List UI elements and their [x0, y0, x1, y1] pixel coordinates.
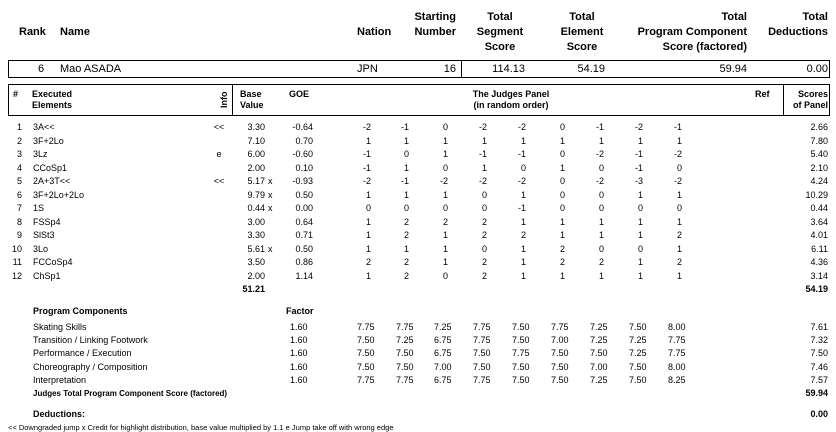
component-name: Skating Skills	[33, 322, 87, 332]
judge-score: -3	[634, 176, 643, 186]
judge-score: 0	[442, 122, 448, 132]
component-judge-score: 7.75	[396, 322, 414, 332]
judge-score: 2	[403, 216, 409, 227]
judge-score: 1	[403, 135, 409, 146]
element-base-value: 5.61	[247, 243, 265, 254]
judge-score: -2	[362, 176, 371, 186]
judge-score: -1	[634, 162, 643, 173]
nation-header: Nation	[357, 26, 392, 38]
col-executed-1: Executed	[32, 89, 73, 99]
judge-score: 2	[520, 230, 526, 240]
judge-score: 1	[365, 216, 371, 227]
element-base-value: 3.30	[247, 122, 265, 132]
element-header-1: Total	[569, 11, 595, 23]
element-number: 12	[11, 270, 22, 281]
judge-score: 0	[637, 243, 643, 254]
judge-score: -2	[478, 122, 487, 132]
element-panel-score: 0.44	[810, 203, 828, 213]
judge-score: 1	[403, 243, 409, 254]
element-number: 9	[16, 230, 22, 240]
judge-score: -2	[517, 176, 526, 186]
judge-score: 1	[365, 230, 371, 240]
skater-element-score: 54.19	[577, 63, 605, 75]
element-panel-score: 4.01	[810, 230, 828, 240]
judge-score: 1	[598, 270, 604, 281]
judge-score: 1	[442, 230, 448, 240]
footnote: << Downgraded jump x Credit for highlight distribution, base value multiplied by 1.1 e Jump take off with wrong edge	[8, 423, 394, 432]
component-judge-score: 7.25	[629, 348, 647, 359]
element-base-value: 0.44	[247, 203, 265, 213]
element-panel-score: 10.29	[805, 189, 828, 200]
element-base-value: 3.30	[247, 230, 265, 240]
element-base-value: 2.00	[247, 162, 265, 173]
judge-score: 1	[559, 162, 565, 173]
judge-score: 1	[676, 189, 682, 200]
judge-score: 1	[442, 189, 448, 200]
judge-score: 1	[637, 230, 643, 240]
judge-score: -1	[517, 203, 526, 213]
judge-score: 0	[403, 203, 409, 213]
judge-score: 1	[637, 270, 643, 281]
judge-score: -2	[595, 149, 604, 159]
judge-score: 1	[637, 135, 643, 146]
element-panel-score: 5.40	[810, 149, 828, 159]
judge-score: 0	[598, 162, 604, 173]
judge-score: 0	[676, 203, 682, 213]
element-goe: 0.10	[295, 162, 313, 173]
judge-score: 0	[559, 149, 565, 159]
element-info: <<	[213, 122, 225, 132]
component-judge-score: 7.50	[473, 361, 491, 372]
deductions-header-2: Deductions	[768, 26, 828, 38]
component-judge-score: 8.00	[668, 361, 686, 372]
component-judge-score: 6.75	[434, 348, 452, 359]
judge-score: -1	[634, 149, 643, 159]
pc-total-label: Judges Total Program Component Score (factored)	[33, 389, 228, 398]
judge-score: -1	[517, 149, 526, 159]
judge-score: 1	[598, 230, 604, 240]
element-goe: 0.86	[295, 257, 313, 267]
component-judge-score: 7.50	[629, 322, 647, 332]
component-judge-score: 7.25	[590, 335, 608, 346]
judge-score: 0	[676, 162, 682, 173]
judge-score: 1	[365, 135, 371, 146]
judge-score: 0	[559, 176, 565, 186]
col-ref: Ref	[755, 89, 770, 99]
judge-score: 0	[365, 203, 371, 213]
col-info: Info	[219, 91, 229, 108]
element-code: SlSt3	[33, 230, 55, 240]
component-factor: 1.60	[290, 335, 308, 346]
judge-score: 2	[559, 257, 565, 267]
name-header: Name	[60, 26, 90, 38]
element-code: 3F+2Lo	[33, 135, 64, 146]
judge-score: 2	[481, 230, 487, 240]
component-judge-score: 7.75	[396, 374, 414, 385]
judge-score: 0	[559, 122, 565, 132]
judge-score: -2	[478, 176, 487, 186]
element-info: e	[216, 149, 222, 159]
judge-score: 2	[598, 257, 604, 267]
element-panel-score: 7.80	[810, 135, 828, 146]
judge-score: 1	[676, 243, 682, 254]
col-goe: GOE	[289, 89, 310, 99]
element-panel-score: 4.36	[810, 257, 828, 267]
col-scores-1: Scores	[797, 89, 828, 99]
judge-score: 1	[676, 270, 682, 281]
col-base-1: Base	[240, 89, 262, 99]
judge-score: 0	[559, 189, 565, 200]
judge-score: 1	[365, 243, 371, 254]
element-code: 3A<<	[33, 122, 55, 132]
judge-score: 1	[520, 257, 526, 267]
col-panel-1: The Judges Panel	[472, 89, 550, 99]
judge-score: 2	[559, 243, 565, 254]
element-bonus-mark: x	[268, 203, 273, 213]
element-base-value: 7.10	[247, 135, 265, 146]
component-judge-score: 7.00	[434, 361, 452, 372]
pc-factor-header: Factor	[286, 306, 314, 316]
judge-score: 1	[403, 162, 409, 173]
pcs-header-2: Program Component	[637, 26, 747, 38]
judge-score: 1	[559, 270, 565, 281]
element-number: 8	[16, 216, 22, 227]
col-num: #	[13, 89, 19, 99]
element-base-value: 9.79	[247, 189, 265, 200]
component-judge-score: 7.25	[590, 374, 608, 385]
judge-score: 1	[676, 135, 682, 146]
element-number: 4	[16, 162, 22, 173]
judge-score: -2	[517, 122, 526, 132]
element-base-value: 2.00	[247, 270, 265, 281]
col-panel-2: (in random order)	[473, 100, 549, 110]
judge-score: 1	[520, 216, 526, 227]
element-goe: 0.64	[295, 216, 313, 227]
judge-score: 0	[598, 243, 604, 254]
judge-score: 1	[442, 243, 448, 254]
judge-score: 2	[442, 216, 448, 227]
component-judge-score: 7.50	[473, 348, 491, 359]
component-judge-score: 7.75	[512, 348, 530, 359]
component-judge-score: 7.75	[668, 335, 686, 346]
element-bonus-mark: x	[268, 243, 273, 254]
component-factor: 1.60	[290, 322, 308, 332]
element-code: 3Lz	[33, 149, 48, 159]
element-code: FSSp4	[33, 216, 61, 227]
judge-score: 2	[403, 257, 409, 267]
judge-score: 2	[676, 257, 682, 267]
element-goe: -0.93	[292, 176, 313, 186]
component-judge-score: 7.25	[396, 335, 414, 346]
judge-score: 0	[442, 270, 448, 281]
element-number: 3	[16, 149, 22, 159]
judge-score: 1	[442, 135, 448, 146]
element-info: <<	[213, 176, 225, 186]
deductions-score: 0.00	[810, 409, 828, 419]
element-bonus-mark: x	[268, 189, 273, 200]
judge-score: 1	[520, 270, 526, 281]
judge-score: -2	[673, 176, 682, 186]
skater-starting-number: 16	[443, 63, 456, 75]
component-judge-score: 7.50	[629, 361, 647, 372]
component-judge-score: 7.25	[629, 335, 647, 346]
deductions-header-1: Total	[802, 11, 828, 23]
judge-score: -1	[595, 122, 604, 132]
judge-score: 1	[559, 216, 565, 227]
component-judge-score: 7.75	[551, 322, 569, 332]
component-judge-score: 7.50	[590, 348, 608, 359]
judge-score: 1	[559, 135, 565, 146]
judge-score: -2	[673, 149, 682, 159]
pcs-header-3: Score (factored)	[662, 41, 747, 53]
pc-total-score: 59.94	[805, 388, 828, 398]
elements-base-total: 51.21	[242, 284, 265, 294]
judge-score: 1	[481, 135, 487, 146]
component-judge-score: 7.50	[551, 374, 569, 385]
skater-segment-score: 114.13	[492, 63, 525, 75]
judge-score: 0	[481, 243, 487, 254]
element-number: 11	[12, 257, 22, 267]
component-judge-score: 7.00	[551, 335, 569, 346]
component-judge-score: 8.25	[668, 374, 686, 385]
judge-score: 1	[365, 189, 371, 200]
judge-score: 0	[559, 203, 565, 213]
component-judge-score: 7.75	[668, 348, 686, 359]
starting-header-2: Number	[414, 26, 456, 38]
component-judge-score: 7.50	[629, 374, 647, 385]
pc-title: Program Components	[33, 306, 128, 316]
judge-score: 1	[637, 216, 643, 227]
component-judge-score: 7.50	[551, 348, 569, 359]
judge-score: 1	[442, 257, 448, 267]
element-code: 1S	[33, 203, 45, 213]
element-number: 6	[16, 189, 22, 200]
component-score: 7.46	[810, 361, 828, 372]
judge-score: 0	[598, 189, 604, 200]
component-factor: 1.60	[290, 361, 308, 372]
component-judge-score: 7.50	[512, 361, 530, 372]
element-panel-score: 2.10	[810, 162, 828, 173]
judge-score: 1	[365, 270, 371, 281]
judge-score: 1	[676, 216, 682, 227]
component-name: Performance / Execution	[33, 348, 132, 359]
component-judge-score: 7.75	[473, 374, 491, 385]
component-judge-score: 7.50	[396, 348, 414, 359]
judge-score: 0	[598, 203, 604, 213]
judge-score: 0	[481, 203, 487, 213]
component-judge-score: 7.00	[590, 361, 608, 372]
judge-score: 1	[559, 230, 565, 240]
element-goe: 0.70	[295, 135, 313, 146]
judge-score: -2	[634, 122, 643, 132]
col-scores-2: of Panel	[792, 100, 828, 110]
component-score: 7.32	[810, 335, 828, 346]
element-goe: -0.60	[292, 149, 313, 159]
judge-score: -1	[362, 149, 371, 159]
element-code: FCCoSp4	[33, 257, 73, 267]
component-judge-score: 7.50	[512, 335, 530, 346]
element-number: 2	[16, 135, 22, 146]
component-score: 7.61	[810, 322, 828, 332]
judge-score: 2	[676, 230, 682, 240]
judge-score: 0	[442, 203, 448, 213]
judge-score: 1	[598, 135, 604, 146]
judge-score: 0	[481, 189, 487, 200]
judge-score: -1	[400, 122, 409, 132]
component-judge-score: 7.50	[512, 374, 530, 385]
judge-score: -1	[400, 176, 409, 186]
starting-header-1: Starting	[414, 11, 456, 23]
component-judge-score: 7.75	[473, 322, 491, 332]
component-judge-score: 7.50	[551, 361, 569, 372]
judge-score: -2	[362, 122, 371, 132]
element-goe: 0.71	[295, 230, 313, 240]
element-bonus-mark: x	[268, 176, 273, 186]
judge-score: 1	[520, 189, 526, 200]
element-code: 3Lo	[33, 243, 49, 254]
elements-score-total: 54.19	[805, 284, 828, 294]
judge-score: 1	[403, 189, 409, 200]
component-judge-score: 7.75	[473, 335, 491, 346]
element-goe: 0.00	[295, 203, 313, 213]
element-base-value: 3.50	[247, 257, 265, 267]
deductions-label: Deductions:	[33, 409, 86, 419]
component-judge-score: 7.50	[512, 322, 530, 332]
element-number: 10	[11, 243, 22, 254]
component-judge-score: 7.50	[396, 361, 414, 372]
judge-score: -2	[439, 176, 448, 186]
element-code: 3F+2Lo+2Lo	[33, 189, 85, 200]
component-name: Interpretation	[33, 374, 87, 385]
element-code: CCoSp1	[33, 162, 68, 173]
judge-score: 1	[481, 162, 487, 173]
element-panel-score: 3.14	[810, 270, 828, 281]
judge-score: 2	[365, 257, 371, 267]
element-number: 5	[16, 176, 22, 186]
segment-header-1: Total	[487, 11, 513, 23]
judge-score: 2	[403, 270, 409, 281]
skater-rank: 6	[38, 63, 45, 75]
skater-name: Mao ASADA	[60, 63, 122, 75]
judge-score: 0	[637, 203, 643, 213]
component-name: Choreography / Composition	[33, 361, 148, 372]
component-judge-score: 7.25	[434, 322, 452, 332]
judge-score: 0	[442, 162, 448, 173]
component-name: Transition / Linking Footwork	[33, 335, 148, 346]
element-goe: -0.64	[292, 122, 313, 132]
skater-nation: JPN	[357, 63, 378, 75]
component-judge-score: 8.00	[668, 322, 686, 332]
element-header-2: Element	[560, 26, 604, 38]
component-factor: 1.60	[290, 374, 308, 385]
element-panel-score: 2.66	[810, 122, 828, 132]
col-base-2: Value	[240, 100, 264, 110]
segment-header-2: Segment	[476, 26, 524, 38]
judge-score: 1	[598, 216, 604, 227]
element-base-value: 6.00	[247, 149, 265, 159]
judge-score: -1	[362, 162, 371, 173]
component-judge-score: 7.50	[357, 348, 375, 359]
component-score: 7.57	[810, 374, 828, 385]
skater-pcs: 59.94	[719, 63, 747, 75]
component-score: 7.50	[810, 348, 828, 359]
judge-score: 1	[520, 243, 526, 254]
judge-score: 2	[481, 270, 487, 281]
judge-score: 2	[481, 216, 487, 227]
element-number: 7	[16, 203, 22, 213]
judge-score: 2	[403, 230, 409, 240]
element-panel-score: 3.64	[810, 216, 828, 227]
judge-score: 1	[637, 189, 643, 200]
element-goe: 0.50	[295, 189, 313, 200]
pcs-header-1: Total	[721, 11, 747, 23]
skater-deductions: 0.00	[806, 63, 828, 75]
judge-score: 1	[520, 135, 526, 146]
element-panel-score: 6.11	[811, 243, 828, 254]
judge-score: -1	[673, 122, 682, 132]
judge-score: -2	[595, 176, 604, 186]
element-base-value: 5.17	[247, 176, 265, 186]
component-judge-score: 7.25	[590, 322, 608, 332]
element-header-3: Score	[566, 41, 598, 53]
element-base-value: 3.00	[247, 216, 265, 227]
component-judge-score: 7.75	[357, 322, 375, 332]
judge-score: 1	[442, 149, 448, 159]
component-judge-score: 7.50	[357, 361, 375, 372]
component-factor: 1.60	[290, 348, 308, 359]
judge-score: -1	[478, 149, 487, 159]
col-executed-2: Elements	[32, 100, 73, 110]
judge-score: 2	[481, 257, 487, 267]
segment-header-3: Score	[484, 41, 516, 53]
element-goe: 0.50	[295, 243, 313, 254]
judge-score: 1	[637, 257, 643, 267]
element-goe: 1.14	[295, 270, 313, 281]
element-code: ChSp1	[33, 270, 61, 281]
judge-score: 0	[520, 162, 526, 173]
component-judge-score: 7.75	[357, 374, 375, 385]
rank-header: Rank	[19, 26, 46, 38]
component-judge-score: 6.75	[434, 335, 452, 346]
element-number: 1	[16, 122, 22, 132]
element-code: 2A+3T<<	[33, 176, 71, 186]
component-judge-score: 7.50	[357, 335, 375, 346]
element-panel-score: 4.24	[810, 176, 828, 186]
component-judge-score: 6.75	[434, 374, 452, 385]
judge-score: 0	[403, 149, 409, 159]
